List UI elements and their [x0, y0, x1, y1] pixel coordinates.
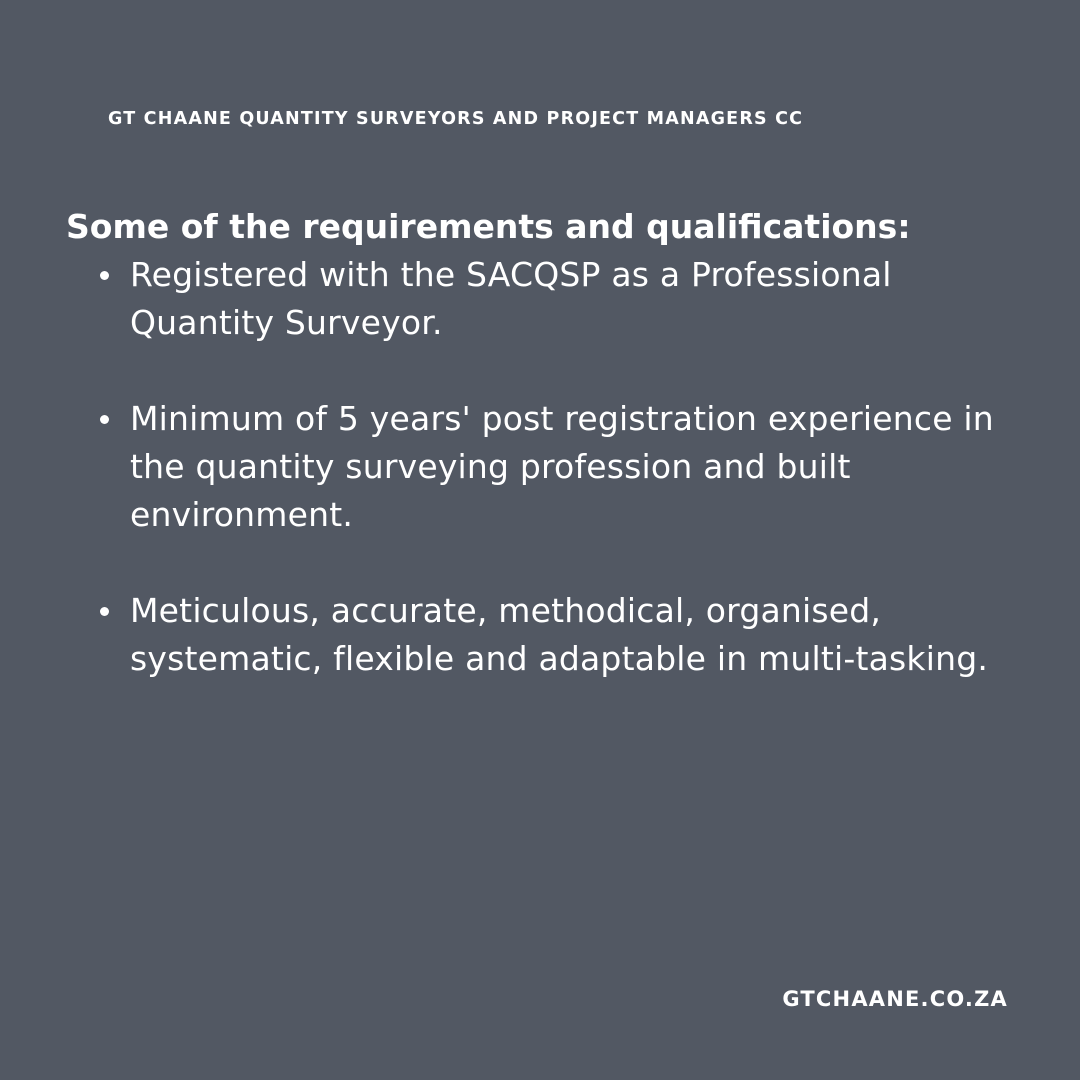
requirement-text: Minimum of 5 years' post registration experience in the quantity surveying profession and built environment. [130, 399, 994, 534]
website-link[interactable]: GTCHAANE.CO.ZA [782, 987, 1008, 1011]
requirements-list [90, 251, 1020, 683]
requirement-item-skills [90, 587, 1020, 683]
requirements-heading: Some of the requirements and qualifications: [66, 207, 911, 246]
requirement-item-registration [90, 251, 1020, 347]
bullet-icon [100, 415, 109, 424]
requirement-text: Meticulous, accurate, methodical, organised, systematic, flexible and adaptable in multi-tasking. [130, 591, 989, 678]
requirement-text: Registered with the SACQSP as a Professional Quantity Surveyor. [130, 255, 892, 342]
bullet-icon [100, 271, 109, 280]
bullet-icon [100, 607, 109, 616]
company-name: GT CHAANE QUANTITY SURVEYORS AND PROJECT MANAGERS CC [108, 109, 804, 129]
requirement-item-experience [90, 395, 1020, 539]
